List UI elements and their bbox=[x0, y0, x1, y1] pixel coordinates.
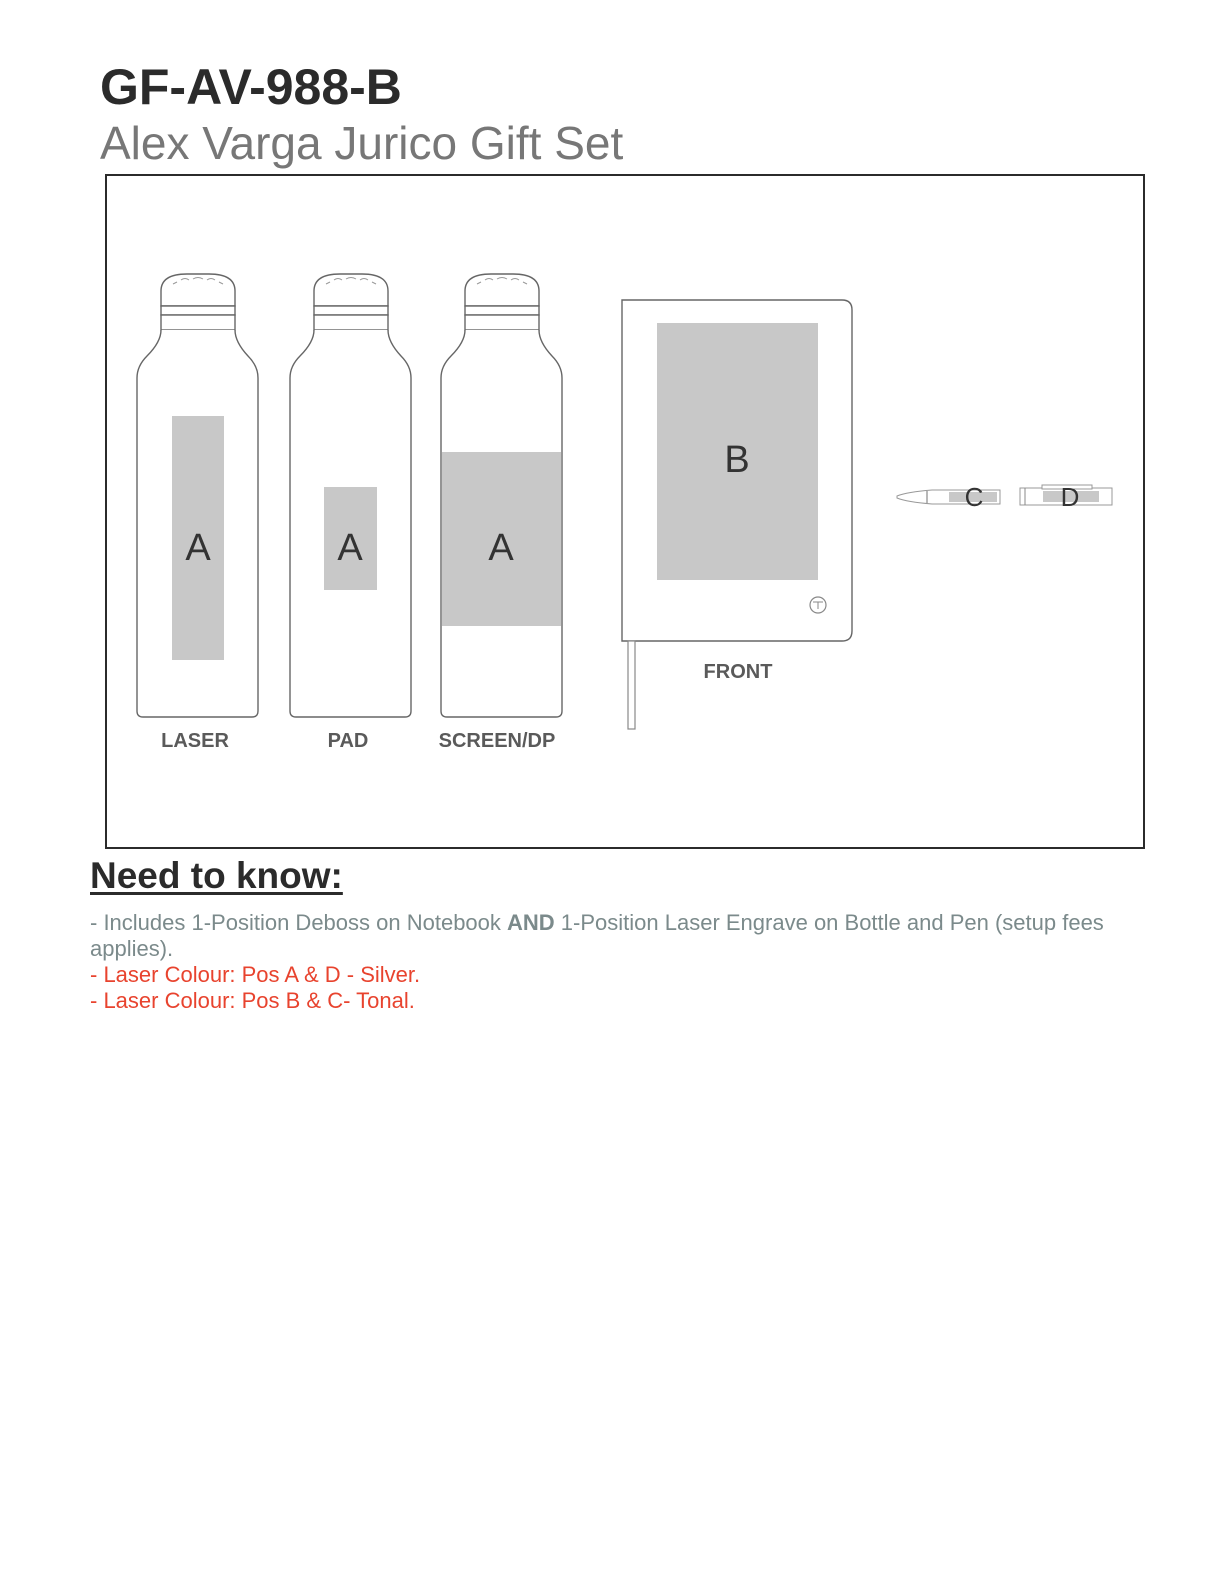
pen-c bbox=[897, 482, 1000, 512]
imprint-label-c: C bbox=[964, 482, 984, 512]
product-diagram bbox=[107, 176, 1143, 847]
imprint-label-a-laser: A bbox=[185, 527, 211, 569]
note-includes-pre: - Includes 1-Position Deboss on Notebook bbox=[90, 910, 508, 935]
imprint-label-a-pad: A bbox=[337, 527, 363, 569]
need-to-know-notes bbox=[90, 910, 1150, 1014]
note-laser-colour-tonal: - Laser Colour: Pos B & C- Tonal. bbox=[90, 988, 415, 1013]
caption-screen-dp: SCREEN/DP bbox=[438, 730, 556, 752]
bottle-screen bbox=[441, 274, 562, 717]
product-code: GF-AV-988-B bbox=[100, 59, 402, 115]
note-includes bbox=[90, 910, 1150, 962]
pen-d bbox=[1020, 482, 1112, 512]
note-laser-colour-silver: - Laser Colour: Pos A & D - Silver. bbox=[90, 962, 421, 987]
need-to-know-heading: Need to know: bbox=[90, 855, 343, 896]
caption-pad: PAD bbox=[327, 730, 369, 752]
note-includes-and: AND bbox=[507, 910, 555, 935]
caption-laser: LASER bbox=[161, 730, 229, 752]
caption-front: FRONT bbox=[703, 661, 773, 683]
imprint-label-d: D bbox=[1060, 482, 1080, 512]
bottle-pad bbox=[290, 274, 411, 717]
notebook-ribbon bbox=[628, 641, 635, 729]
bottle-laser bbox=[137, 274, 258, 717]
imprint-label-b: B bbox=[724, 439, 750, 481]
product-diagram-frame bbox=[105, 174, 1145, 849]
product-name: Alex Varga Jurico Gift Set bbox=[100, 117, 624, 169]
imprint-label-a-screen: A bbox=[488, 527, 514, 569]
note-includes-post: 1-Position Laser Engrave on Bottle and Pen (setup fees applies). bbox=[90, 910, 1104, 961]
